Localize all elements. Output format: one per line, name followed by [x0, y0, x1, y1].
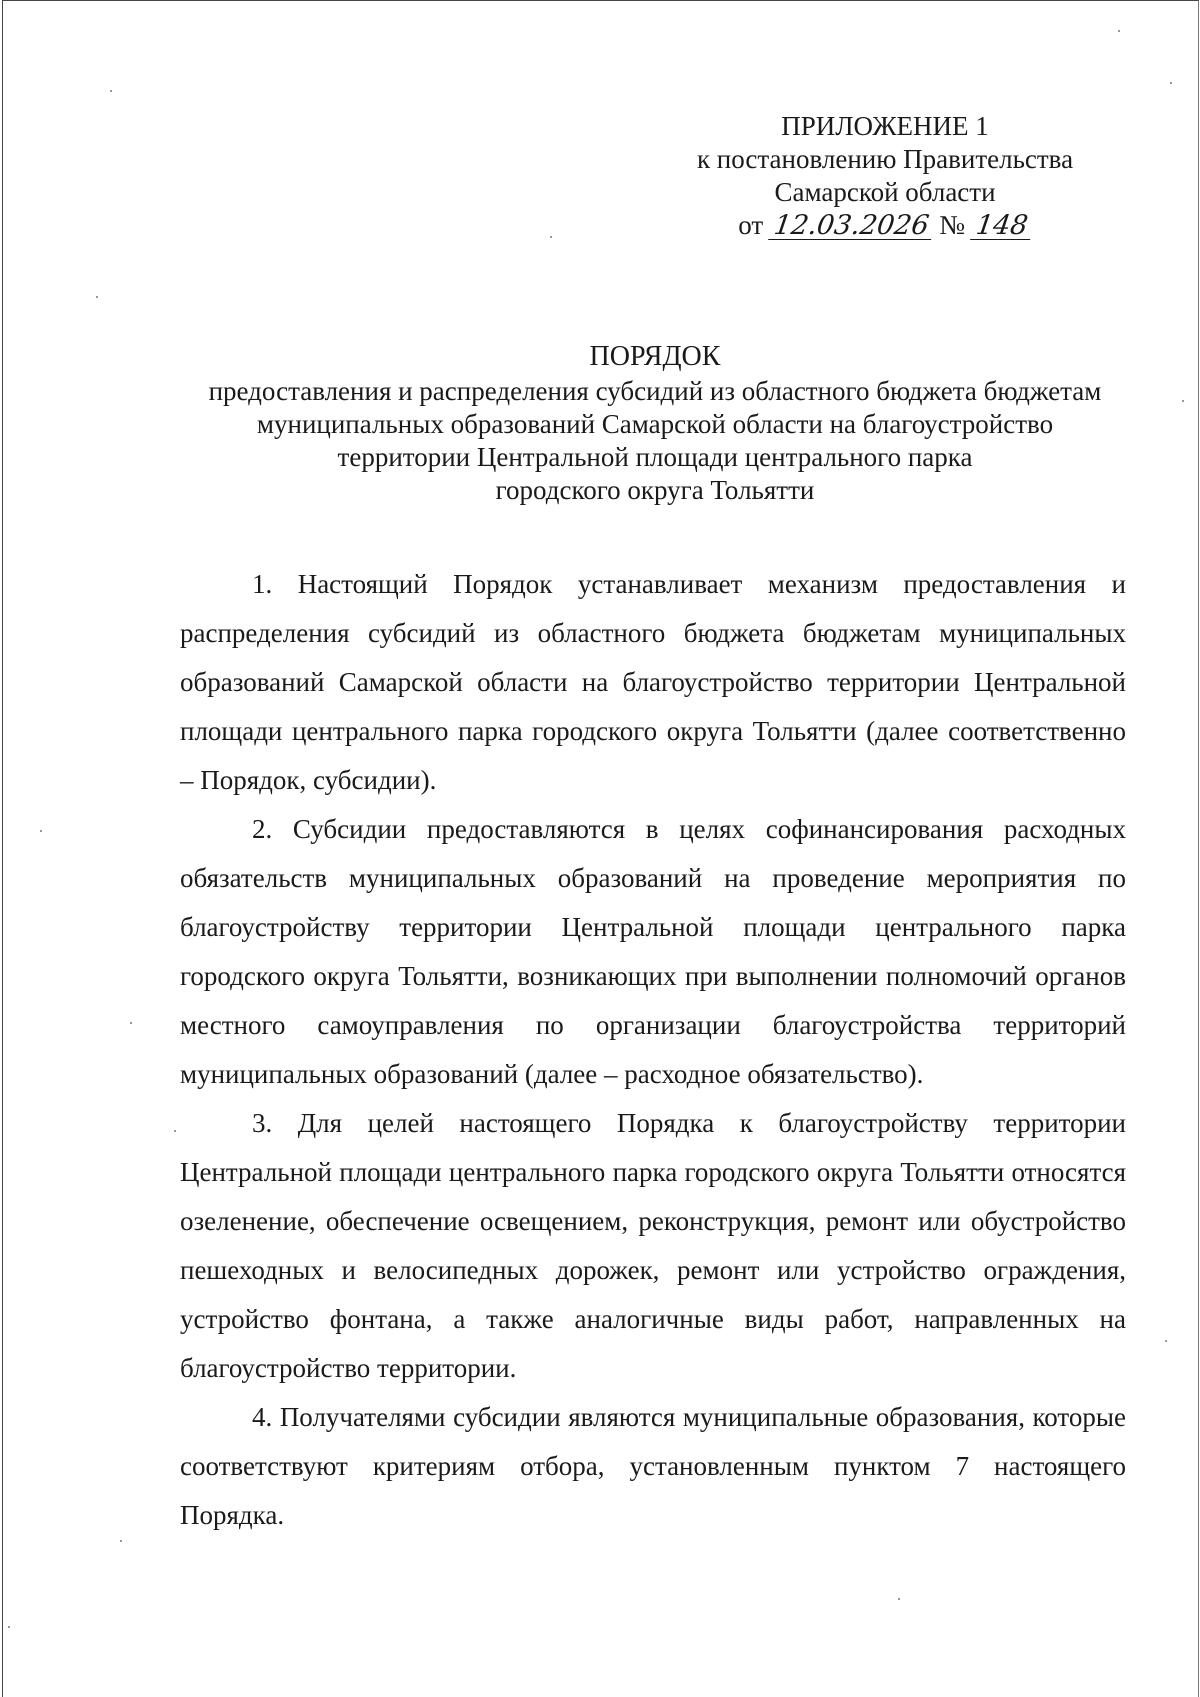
paragraph-4: 4. Получателями субсидии являются муниципальные образования, которые соответствуют критериям отбора, установленным пунктом 7 настоящего Порядка. — [180, 1402, 1126, 1530]
appendix-header — [640, 110, 1130, 242]
document-subtitle-line: территории Центральной площади центрального парка — [337, 442, 973, 472]
appendix-heading: ПРИЛОЖЕНИЕ 1 — [781, 111, 989, 141]
scan-speck — [110, 90, 112, 92]
appendix-date-number-line — [640, 209, 1130, 242]
scan-speck — [550, 236, 552, 238]
document-subtitle-line: городского округа Тольятти — [495, 475, 815, 505]
appendix-reference-line: к постановлению Правительства — [696, 144, 1074, 174]
scan-speck — [1118, 30, 1120, 32]
handwritten-date: 12.03.2026 — [768, 213, 934, 240]
paragraph-1: 1. Настоящий Порядок устанавливает механизм предоставления и распределения субсидий из областного бюджета бюджетам муниципальных образований Самарской области на благоустройство территории Центральной площади центрального парка городского округа Тольятти (далее соответственно – Порядок, субсидии). — [180, 569, 1126, 795]
paragraph-3: 3. Для целей настоящего Порядка к благоустройству территории Центральной площади центрального парка городского округа Тольятти относятся озеленение, обеспечение освещением, реконструкция, ремонт или обустройство пешеходных и велосипедных дорожек, ремонт или устройство ограждения, устройство фонтана, а также аналогичные виды работ, направленных на благоустройство территории. — [180, 1108, 1126, 1383]
document-subtitle-line: муниципальных образований Самарской области на благоустройство — [256, 409, 1054, 439]
scan-speck — [40, 830, 42, 832]
document-body — [180, 560, 1126, 1540]
appendix-region-line: Самарской области — [774, 177, 996, 207]
scan-speck — [174, 1130, 176, 1132]
scan-speck — [130, 1022, 132, 1024]
handwritten-number: 148 — [970, 213, 1034, 240]
scan-speck — [1165, 1340, 1167, 1342]
scan-speck — [898, 1598, 900, 1600]
paragraph-2: 2. Субсидии предоставляются в целях софинансирования расходных обязательств муниципальных образований на проведение мероприятия по благоустройству территории Центральной площади центрального парка городского округа Тольятти, возникающих при выполнении полномочий органов местного самоуправления по организации благоустройства территорий муниципальных образований (далее – расходное обязательство). — [180, 814, 1126, 1089]
scan-speck — [120, 1540, 122, 1542]
document-title: ПОРЯДОК — [589, 341, 721, 372]
document-title-block — [170, 340, 1140, 507]
scan-speck — [8, 1626, 10, 1628]
date-prefix: от — [738, 210, 764, 240]
number-sign: № — [939, 210, 966, 240]
scan-speck — [1170, 82, 1172, 84]
scan-speck — [1182, 400, 1184, 402]
document-subtitle-line: предоставления и распределения субсидий из областного бюджета бюджетам — [208, 376, 1102, 406]
scan-speck — [96, 296, 98, 298]
